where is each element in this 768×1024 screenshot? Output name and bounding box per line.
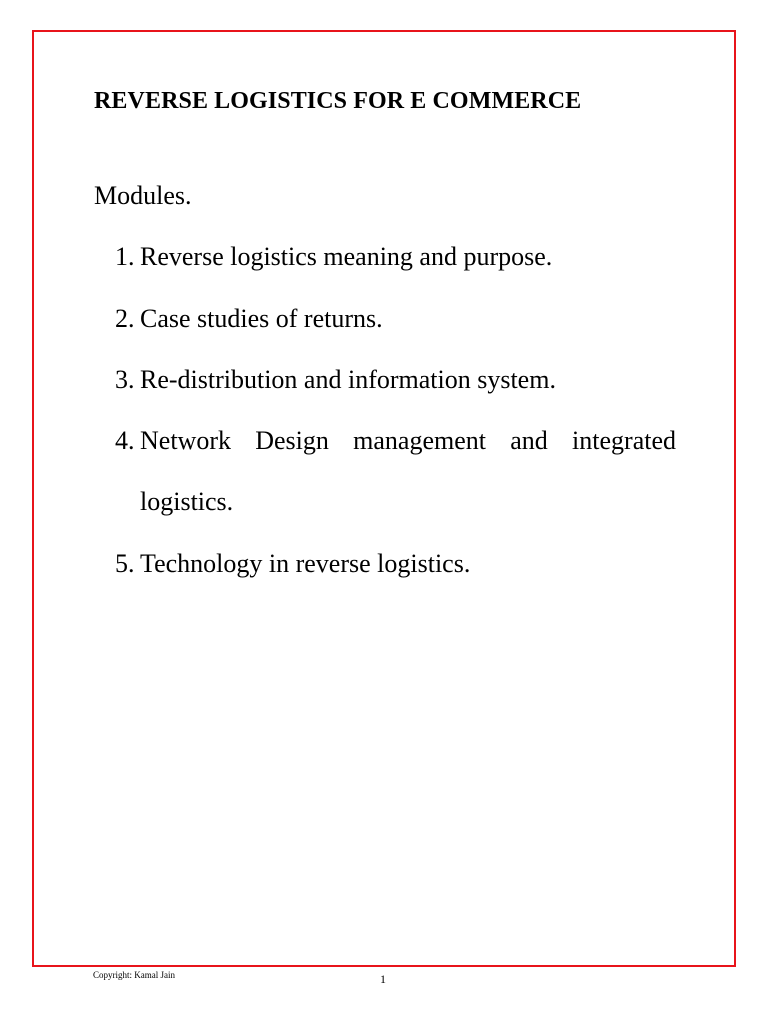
module-text-continuation: logistics. [140, 487, 234, 516]
module-text: Reverse logistics meaning and purpose. [140, 242, 553, 271]
module-word: Network [140, 426, 231, 455]
module-text: Case studies of returns. [140, 304, 383, 333]
module-number: 5. [115, 549, 135, 578]
module-word: and [510, 426, 548, 455]
footer-copyright: Copyright: Kamal Jain [93, 970, 175, 980]
module-number: 1. [115, 242, 135, 271]
document-title: REVERSE LOGISTICS FOR E COMMERCE [94, 88, 582, 114]
module-text-line [140, 426, 676, 456]
module-word: integrated [572, 426, 676, 455]
modules-heading: Modules. [94, 181, 192, 210]
module-word: Design [255, 426, 329, 455]
module-number: 2. [115, 304, 135, 333]
module-number: 3. [115, 365, 135, 394]
module-text: Technology in reverse logistics. [140, 549, 471, 578]
module-text: Re-distribution and information system. [140, 365, 556, 394]
page-number: 1 [380, 972, 386, 986]
module-text [140, 426, 676, 516]
module-word: management [353, 426, 486, 455]
page-border [32, 30, 736, 967]
module-number: 4. [115, 426, 135, 455]
